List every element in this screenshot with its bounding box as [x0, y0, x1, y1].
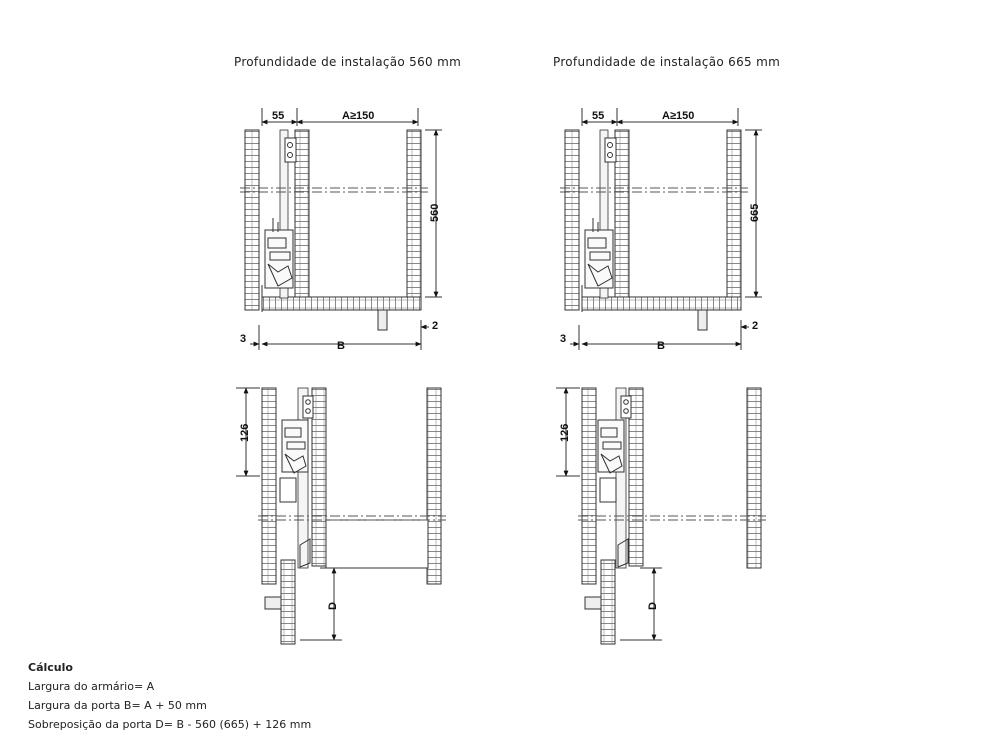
- calculation-block: [28, 658, 311, 734]
- dim-55-left: 55: [272, 110, 285, 122]
- top-view-560: [240, 108, 442, 352]
- dim-b-right: B: [657, 340, 665, 352]
- dim-126-right: 126: [559, 423, 571, 442]
- open-view-560: [236, 388, 446, 644]
- dim-3-right: 3: [560, 333, 567, 345]
- door-panel: [295, 130, 309, 297]
- open-view-665: [556, 388, 766, 644]
- dim-d-right: D: [647, 602, 659, 610]
- dim-3-left: 3: [240, 333, 247, 345]
- dim-d-left: D: [327, 602, 339, 610]
- cabinet-side-right: [407, 130, 421, 297]
- handle: [378, 310, 387, 330]
- calc-line-1: Largura do armário= A: [28, 680, 155, 693]
- dim-a150-left: A≥150: [342, 110, 375, 122]
- cabinet-back: [262, 297, 421, 310]
- dim-a150-right: A≥150: [662, 110, 695, 122]
- heading-665: Profundidade de instalação 665 mm: [553, 55, 781, 69]
- heading-560: Profundidade de instalação 560 mm: [234, 55, 462, 69]
- dim-126-left: 126: [239, 423, 251, 442]
- dim-2-right: 2: [752, 320, 759, 332]
- calc-title: Cálculo: [28, 661, 73, 674]
- dim-55-right: 55: [592, 110, 605, 122]
- calc-line-2: Largura da porta B= A + 50 mm: [28, 699, 207, 712]
- dim-b-left: B: [337, 340, 345, 352]
- dim-665: 665: [749, 203, 761, 222]
- calc-line-3: Sobreposição da porta D= B - 560 (665) + 126 mm: [28, 718, 312, 731]
- dim-2-left: 2: [432, 320, 439, 332]
- cabinet-side-left: [245, 130, 259, 310]
- top-view-665: [560, 108, 762, 352]
- dim-560: 560: [429, 203, 441, 222]
